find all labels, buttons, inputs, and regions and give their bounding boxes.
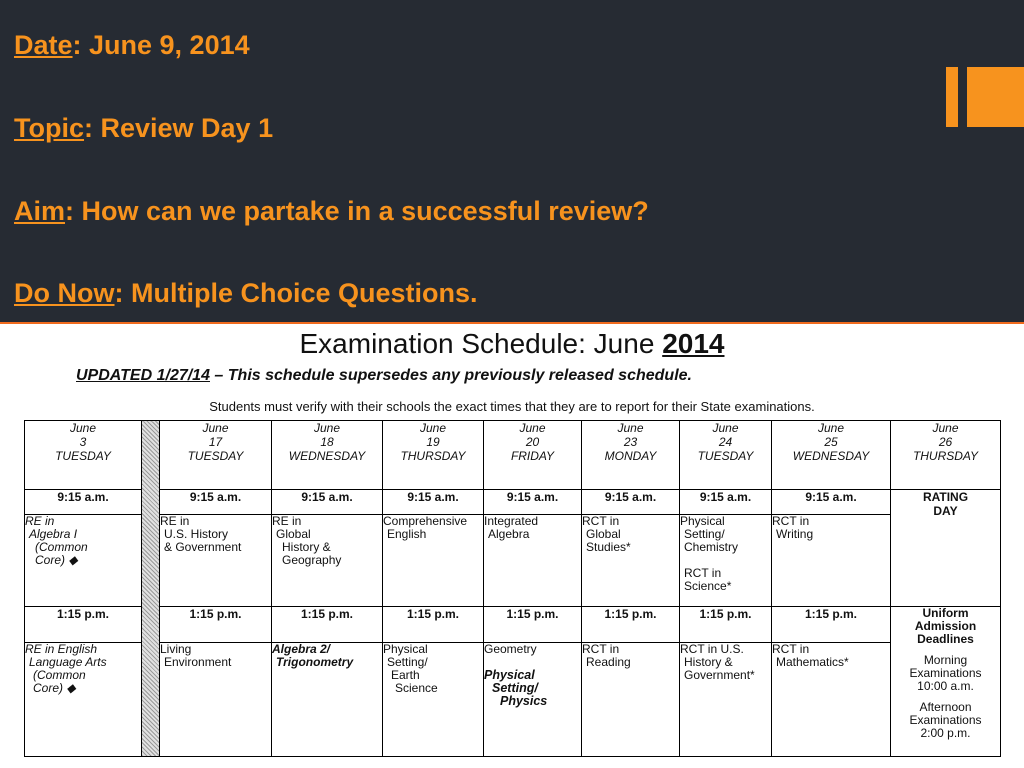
- morning-exam-row: [25, 515, 1001, 607]
- cell-line: 2:00 p.m.: [920, 726, 971, 740]
- schedule-table: [24, 420, 1001, 757]
- cell-line: WEDNESDAY: [288, 449, 366, 463]
- cell-line: Integrated: [484, 514, 539, 528]
- afternoon-time: 1:15 p.m.: [772, 607, 891, 643]
- schedule-note: Students must verify with their schools the exact times that they are to report for their State examinations.: [209, 399, 815, 414]
- afternoon-exam-cell: [680, 643, 772, 757]
- cell-line: June: [932, 421, 959, 435]
- afternoon-exam-cell: [272, 643, 383, 757]
- cell-line: Physical: [484, 668, 535, 682]
- day-header: [383, 421, 484, 490]
- cell-line: Admission: [914, 619, 977, 633]
- day-header-row: [25, 421, 1001, 490]
- cell-line: Geography: [282, 553, 342, 567]
- donow-value: : Multiple Choice Questions.: [114, 278, 478, 308]
- cell-line: TUESDAY: [187, 449, 244, 463]
- day-header: [25, 421, 142, 490]
- date-line: [14, 30, 250, 61]
- cell-line: Geometry: [484, 642, 537, 656]
- date-value: : June 9, 2014: [72, 30, 250, 60]
- aim-line: [14, 196, 649, 227]
- cell-line: Science*: [684, 579, 732, 593]
- afternoon-exam-cell: [772, 643, 891, 757]
- updated-label: UPDATED 1/27/14: [76, 367, 210, 384]
- morning-exam-cell: [680, 515, 772, 607]
- cell-line: Physical: [680, 514, 725, 528]
- cell-line: June: [817, 421, 845, 435]
- cell-line: THURSDAY: [912, 449, 979, 463]
- cell-line: History &: [282, 540, 331, 554]
- cell-line: Afternoon: [919, 700, 972, 714]
- cell-line: RCT in: [582, 642, 620, 656]
- morning-time: 9:15 a.m.: [680, 490, 772, 515]
- cell-line: Science: [395, 681, 438, 695]
- morning-exam-cell: [272, 515, 383, 607]
- cell-line: Algebra I: [29, 527, 78, 541]
- cell-line: TUESDAY: [697, 449, 754, 463]
- morning-exam-cell: [772, 515, 891, 607]
- cell-line: Physical: [383, 642, 428, 656]
- cell-line: Chemistry: [684, 540, 739, 554]
- cell-line: RCT in: [772, 642, 810, 656]
- afternoon-exam-cell: [25, 643, 142, 757]
- afternoon-exam-cell: [160, 643, 272, 757]
- cell-line: DAY: [933, 504, 958, 518]
- cell-line: TUESDAY: [55, 449, 111, 463]
- morning-exam-cell: [582, 515, 680, 607]
- cell-line: 19: [426, 435, 440, 449]
- cell-line: June: [419, 421, 447, 435]
- morning-time-row: [25, 490, 1001, 515]
- cell-line: Government*: [684, 668, 755, 682]
- cell-line: Writing: [776, 527, 814, 541]
- afternoon-time: 1:15 p.m.: [160, 607, 272, 643]
- cell-line: Morning: [923, 653, 968, 667]
- afternoon-exam-cell: [484, 643, 582, 757]
- cell-line: FRIDAY: [510, 449, 555, 463]
- cell-line: Studies*: [586, 540, 631, 554]
- afternoon-time-row: [25, 607, 1001, 643]
- cell-line: RATING: [922, 490, 969, 504]
- cell-line: & Government: [164, 540, 242, 554]
- cell-line: THURSDAY: [400, 449, 466, 463]
- rating-day-cell: [891, 490, 1001, 607]
- cell-line: Algebra 2/: [272, 642, 331, 656]
- morning-time: 9:15 a.m.: [160, 490, 272, 515]
- morning-time: 9:15 a.m.: [484, 490, 582, 515]
- cell-line: History &: [684, 655, 733, 669]
- uniform-admission-cell: [891, 607, 1001, 757]
- cell-line: Language Arts: [29, 655, 107, 669]
- day-header: [160, 421, 272, 490]
- afternoon-exam-row: [25, 643, 1001, 757]
- cell-line: Environment: [164, 655, 232, 669]
- afternoon-exam-cell: [383, 643, 484, 757]
- schedule-sheet: [0, 322, 1024, 768]
- schedule-title: [0, 328, 1024, 360]
- cell-line: RE in English: [25, 642, 98, 656]
- cell-line: (Common: [33, 668, 86, 682]
- cell-line: Earth: [391, 668, 420, 682]
- cell-line: June: [69, 421, 97, 435]
- date-label: Date: [14, 30, 73, 60]
- cell-line: MONDAY: [604, 449, 657, 463]
- morning-time: 9:15 a.m.: [25, 490, 142, 515]
- cell-line: WEDNESDAY: [792, 449, 870, 463]
- logo-box-icon: [967, 67, 1024, 127]
- cell-line: 26: [938, 435, 953, 449]
- cell-line: RCT in: [684, 566, 722, 580]
- cell-line: June: [519, 421, 546, 435]
- morning-time: 9:15 a.m.: [272, 490, 383, 515]
- cell-line: U.S. History: [164, 527, 229, 541]
- day-header: [772, 421, 891, 490]
- cell-line: Setting/: [492, 681, 538, 695]
- cell-line: RE in: [25, 514, 55, 528]
- day-header: [582, 421, 680, 490]
- cell-line: Global: [586, 527, 621, 541]
- cell-line: 18: [320, 435, 334, 449]
- cell-line: Physics: [500, 694, 548, 708]
- cell-line: Setting/: [387, 655, 428, 669]
- cell-line: 24: [718, 435, 733, 449]
- cell-line: Examinations: [909, 713, 982, 727]
- topic-value: : Review Day 1: [84, 113, 274, 143]
- cell-line: 25: [824, 435, 838, 449]
- morning-time: 9:15 a.m.: [383, 490, 484, 515]
- cell-line: RE in: [272, 514, 302, 528]
- cell-line: Living: [160, 642, 192, 656]
- day-header: [680, 421, 772, 490]
- cell-line: RCT in: [772, 514, 810, 528]
- afternoon-time: 1:15 p.m.: [383, 607, 484, 643]
- afternoon-exam-cell: [582, 643, 680, 757]
- morning-exam-cell: [484, 515, 582, 607]
- updated-note: – This schedule supersedes any previously released schedule.: [209, 367, 692, 384]
- cell-line: Global: [276, 527, 311, 541]
- cell-line: Uniform: [922, 606, 969, 620]
- day-header: [484, 421, 582, 490]
- topic-line: [14, 113, 273, 144]
- morning-time: 9:15 a.m.: [772, 490, 891, 515]
- cell-line: Trigonometry: [276, 655, 354, 669]
- cell-line: June: [617, 421, 644, 435]
- slide-header: [0, 0, 1024, 322]
- cell-line: Algebra: [488, 527, 530, 541]
- cell-line: June: [202, 421, 229, 435]
- cell-line: 20: [525, 435, 540, 449]
- afternoon-time: 1:15 p.m.: [272, 607, 383, 643]
- aim-label: Aim: [14, 196, 66, 226]
- afternoon-time: 1:15 p.m.: [25, 607, 142, 643]
- cell-line: RCT in: [582, 514, 620, 528]
- cell-line: 17: [208, 435, 223, 449]
- afternoon-time: 1:15 p.m.: [680, 607, 772, 643]
- morning-exam-cell: [383, 515, 484, 607]
- cell-line: RCT in U.S.: [680, 642, 744, 656]
- donow-label: Do Now: [14, 278, 115, 308]
- cell-line: Mathematics*: [776, 655, 849, 669]
- cell-line: 23: [623, 435, 638, 449]
- cell-line: Examinations: [909, 666, 982, 680]
- cell-line: RE in: [160, 514, 190, 528]
- cell-line: Deadlines: [917, 632, 974, 646]
- morning-exam-cell: [160, 515, 272, 607]
- cell-line: (Common: [35, 540, 88, 554]
- cell-line: English: [387, 527, 427, 541]
- cell-line: Comprehensive: [383, 514, 468, 528]
- morning-time: 9:15 a.m.: [582, 490, 680, 515]
- schedule-title-year: 2014: [662, 328, 725, 359]
- day-header: [891, 421, 1001, 490]
- donow-line: [14, 278, 478, 309]
- topic-label: Topic: [14, 113, 84, 143]
- cell-line: Core) ◆: [33, 681, 76, 695]
- afternoon-time: 1:15 p.m.: [582, 607, 680, 643]
- day-header: [272, 421, 383, 490]
- cell-line: June: [313, 421, 341, 435]
- cell-line: June: [712, 421, 739, 435]
- hatch-column: [142, 421, 160, 757]
- schedule-title-text: Examination Schedule: June: [299, 328, 663, 359]
- updated-line: [76, 367, 692, 385]
- afternoon-time: 1:15 p.m.: [484, 607, 582, 643]
- aim-value: : How can we partake in a successful review?: [65, 196, 649, 226]
- cell-line: Reading: [586, 655, 631, 669]
- cell-line: 3: [79, 435, 87, 449]
- morning-exam-cell: [25, 515, 142, 607]
- cell-line: Setting/: [684, 527, 725, 541]
- logo-bar-icon: [946, 67, 958, 127]
- cell-line: Core) ◆: [35, 553, 78, 567]
- cell-line: 10:00 a.m.: [917, 679, 974, 693]
